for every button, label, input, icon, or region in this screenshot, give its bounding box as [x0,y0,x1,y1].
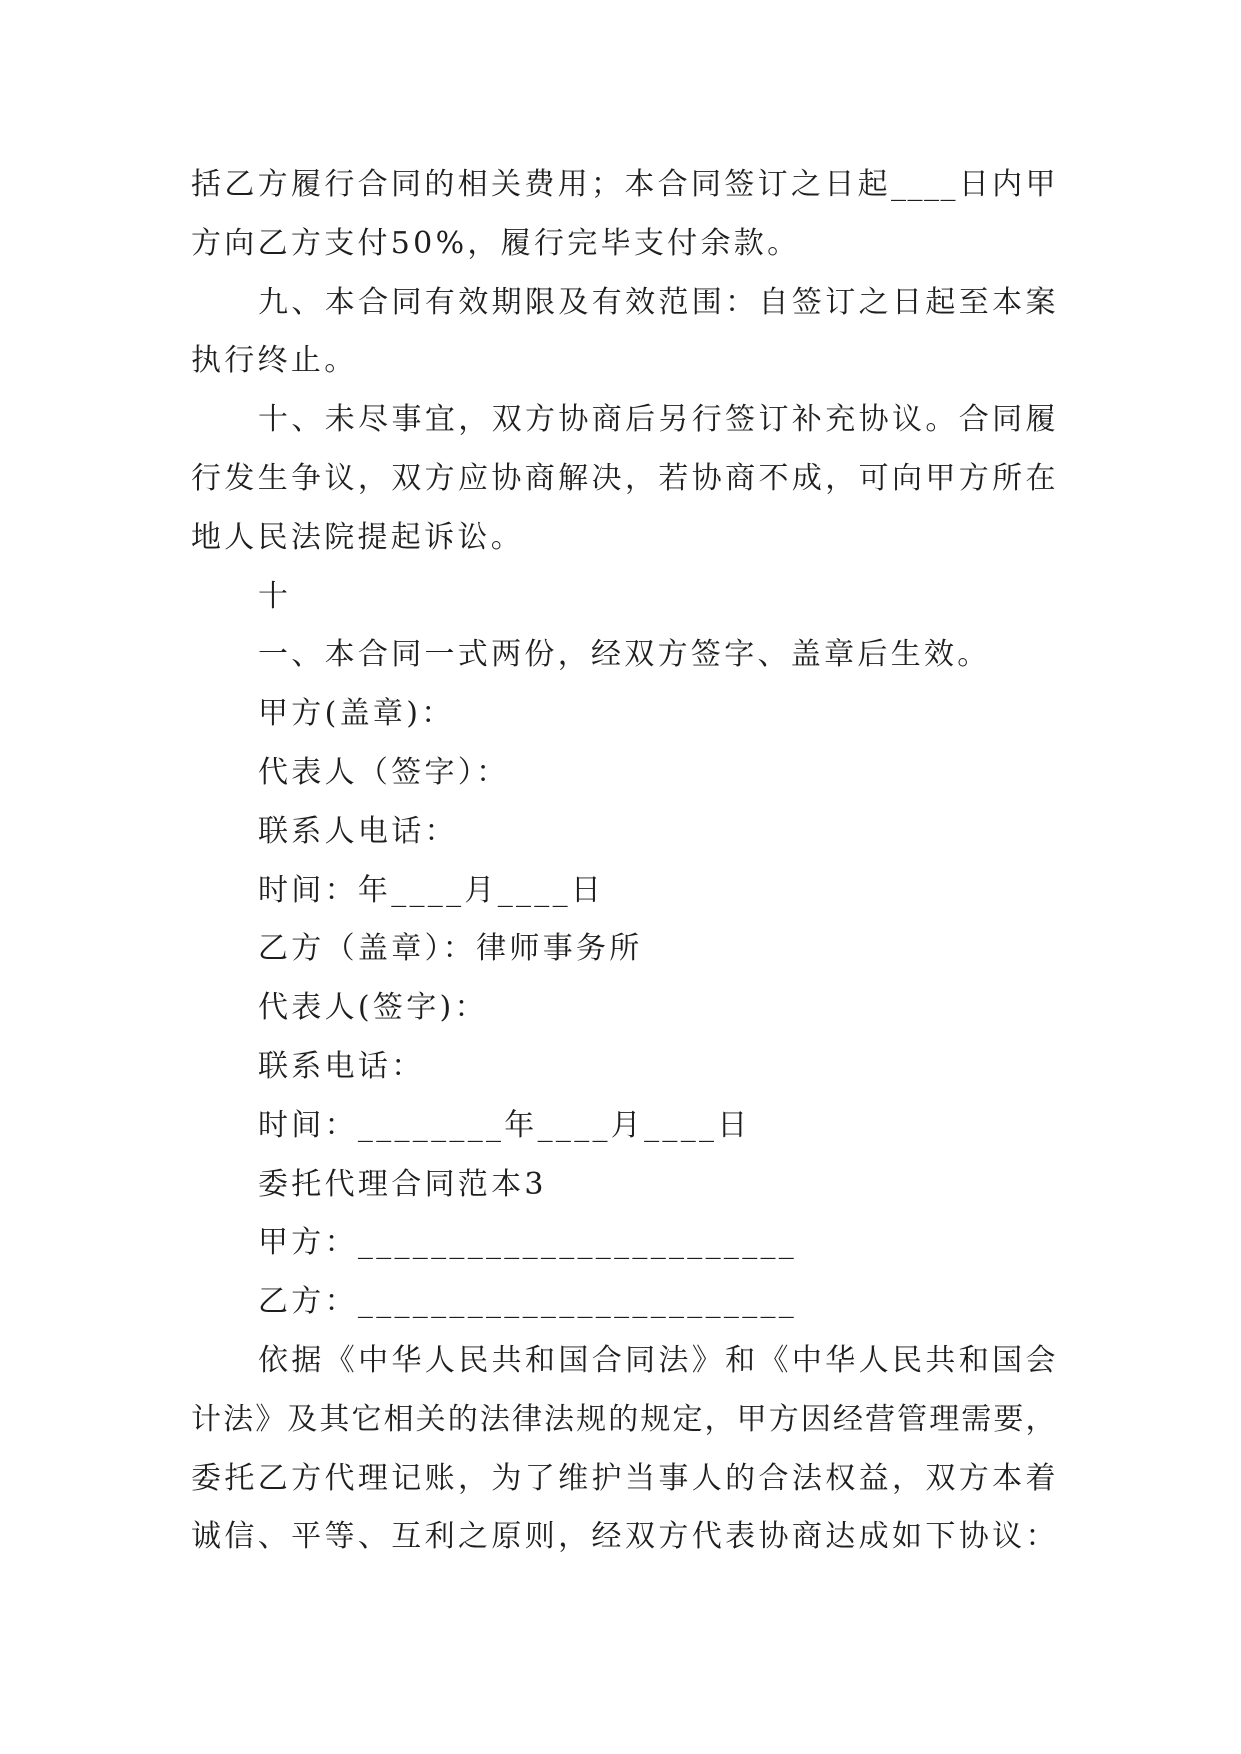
party-a-seal: 甲方(盖章)： [258,696,455,732]
party-a-contact-phone: 联系人电话： [258,813,458,849]
clause-11-number-line: 十 [258,578,292,614]
template-party-a: 甲方：________________________ [258,1225,798,1261]
preamble-line-4: 诚信、平等、互利之原则，经双方代表协商达成如下协议： [191,1519,1057,1555]
clause-11-line: 一、本合同一式两份，经双方签字、盖章后生效。 [258,637,991,673]
clause-11-number [191,568,1057,627]
party-b-contact-phone: 联系电话： [258,1048,425,1084]
template-party-b: 乙方：________________________ [258,1284,798,1320]
clause-11-paragraph [191,626,1057,685]
payment-terms-line-1: 括乙方履行合同的相关费用；本合同签订之日起____日内甲 [191,167,1057,202]
party-a-representative: 代表人（签字）： [258,754,510,790]
template-title: 委托代理合同范本3 [258,1166,547,1202]
party-b-date: 时间：________年____月____日 [258,1107,751,1143]
clause-9-line-2: 执行终止。 [191,343,358,379]
preamble-line-3: 委托乙方代理记账，为了维护当事人的合法权益，双方本着 [191,1460,1057,1496]
clause-10-paragraph [191,391,1057,567]
template-preamble-paragraph [191,1332,1057,1567]
next-contract-template [191,1156,1057,1568]
party-b-representative: 代表人(签字)： [258,990,488,1026]
party-a-date: 时间：年____月____日 [258,872,605,908]
clause-9-line-1: 九、本合同有效期限及有效范围：自签订之日起至本案 [258,284,1057,320]
clause-10-line-2: 行发生争议，双方应协商解决，若协商不成，可向甲方所在 [191,460,1057,496]
payment-terms-paragraph [191,156,1057,274]
document-body [191,156,1057,1567]
preamble-line-1: 依据《中华人民共和国合同法》和《中华人民共和国会 [258,1342,1057,1378]
preamble-line-2: 计法》及其它相关的法律法规的规定，甲方因经营管理需要， [191,1401,1057,1437]
clause-10-line-3: 地人民法院提起诉讼。 [191,519,524,555]
clause-9-paragraph [191,274,1057,392]
signature-block [191,685,1057,1155]
party-b-seal: 乙方（盖章）：律师事务所 [258,931,643,967]
payment-terms-line-2: 方向乙方支付50%，履行完毕支付余款。 [191,225,801,261]
clause-10-line-1: 十、未尽事宜，双方协商后另行签订补充协议。合同履 [258,402,1057,438]
